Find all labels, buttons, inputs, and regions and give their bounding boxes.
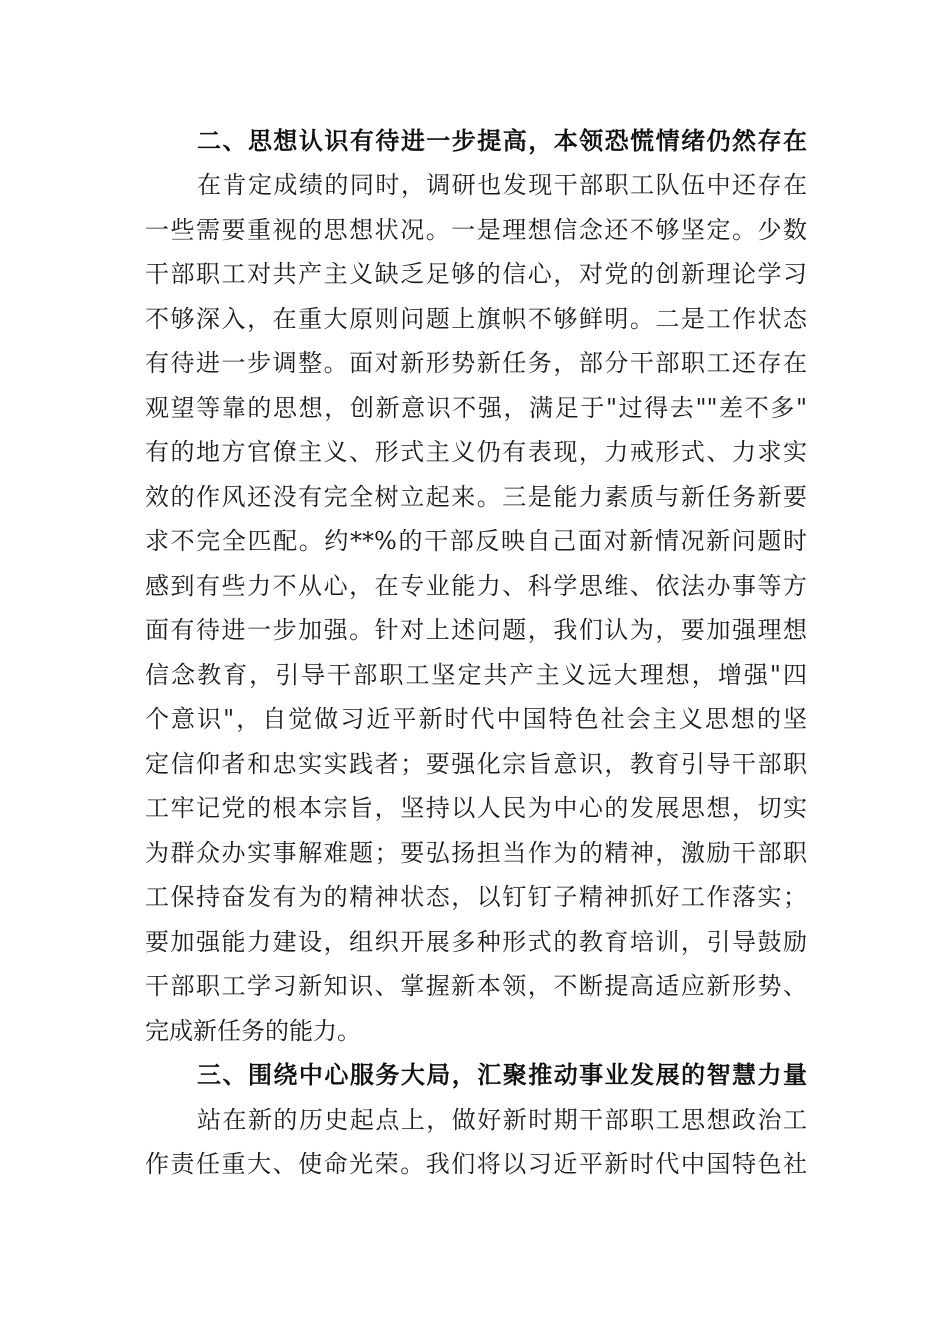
paragraph-line: 有的地方官僚主义、形式主义仍有表现，力戒形式、力求实 <box>145 438 807 466</box>
paragraph-line: 有待进一步调整。面对新形势新任务，部分干部职工还存在 <box>145 349 807 377</box>
paragraph-line: 一些需要重视的思想状况。一是理想信念还不够坚定。少数 <box>145 216 807 244</box>
paragraph-line: 感到有些力不从心，在专业能力、科学思维、依法办事等方 <box>145 572 807 600</box>
paragraph-line: 定信仰者和忠实实践者；要强化宗旨意识，教育引导干部职 <box>145 750 807 778</box>
paragraph-line: 信念教育，引导干部职工坚定共产主义远大理想，增强"四 <box>145 661 807 689</box>
paragraph-line: 为群众办实事解难题；要弘扬担当作为的精神，激励干部职 <box>145 839 807 867</box>
paragraph-line: 工牢记党的根本宗旨，坚持以人民为中心的发展思想，切实 <box>145 794 807 822</box>
paragraph-line: 要加强能力建设，组织开展多种形式的教育培训，引导鼓励 <box>145 928 807 956</box>
paragraph-line: 在肯定成绩的同时，调研也发现干部职工队伍中还存在 <box>197 171 807 199</box>
paragraph-line: 工保持奋发有为的精神状态，以钉钉子精神抓好工作落实； <box>145 883 807 911</box>
paragraph-line: 干部职工学习新知识、掌握新本领，不断提高适应新形势、 <box>145 972 807 1000</box>
paragraph-line: 观望等靠的思想，创新意识不强，满足于"过得去""差不多" <box>145 394 807 422</box>
section-heading-2: 二、思想认识有待进一步提高，本领恐慌情绪仍然存在 <box>197 127 807 155</box>
paragraph-line: 不够深入，在重大原则问题上旗帜不够鲜明。二是工作状态 <box>145 305 807 333</box>
paragraph-line: 面有待进一步加强。针对上述问题，我们认为，要加强理想 <box>145 616 807 644</box>
paragraph-line: 个意识"，自觉做习近平新时代中国特色社会主义思想的坚 <box>145 705 807 733</box>
paragraph-line: 效的作风还没有完全树立起来。三是能力素质与新任务新要 <box>145 483 807 511</box>
paragraph-line: 干部职工对共产主义缺乏足够的信心，对党的创新理论学习 <box>145 260 807 288</box>
paragraph-line: 求不完全匹配。约**%的干部反映自己面对新情况新问题时 <box>145 527 807 555</box>
paragraph-line: 站在新的历史起点上，做好新时期干部职工思想政治工 <box>197 1106 807 1134</box>
paragraph-line: 完成新任务的能力。 <box>145 1017 361 1045</box>
paragraph-line: 作责任重大、使命光荣。我们将以习近平新时代中国特色社 <box>145 1150 807 1178</box>
section-heading-3: 三、围绕中心服务大局，汇聚推动事业发展的智慧力量 <box>197 1061 807 1089</box>
